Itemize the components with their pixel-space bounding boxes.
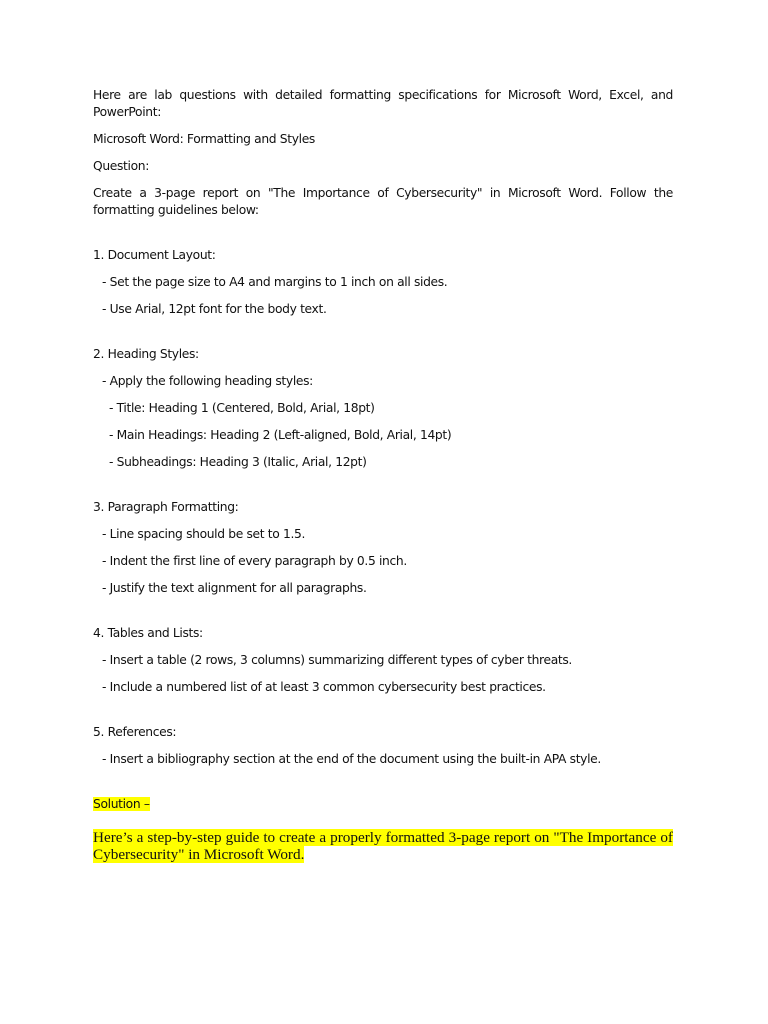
list-item: - Include a numbered list of at least 3 common cybersecurity best practices. (102, 680, 546, 694)
section-title: Microsoft Word: Formatting and Styles (93, 132, 315, 146)
question-label: Question: (93, 159, 149, 173)
spacer (93, 328, 673, 346)
section-heading-paragraph: 3. Paragraph Formatting: (93, 500, 239, 514)
guide-highlight: Here’s a step-by-step guide to create a properly formatted 3-page report on "The Importance of Cybersecurity" in Microsoft Word. (93, 829, 673, 863)
document-page (93, 87, 673, 863)
solution-label (93, 796, 673, 813)
sub-list-item: - Main Headings: Heading 2 (Left-aligned, Bold, Arial, 14pt) (109, 428, 452, 442)
intro-paragraph: Here are lab questions with detailed formatting specifications for Microsoft Word, Excel, and PowerPoint: (93, 88, 673, 119)
section-heading-styles: 2. Heading Styles: (93, 347, 199, 361)
spacer (93, 481, 673, 499)
list-item: - Justify the text alignment for all paragraphs. (102, 581, 367, 595)
list-item: - Set the page size to A4 and margins to 1 inch on all sides. (102, 275, 448, 289)
guide-paragraph (93, 829, 673, 863)
spacer (93, 607, 673, 625)
list-item: - Line spacing should be set to 1.5. (102, 527, 306, 541)
question-text: Create a 3-page report on "The Importance of Cybersecurity" in Microsoft Word. Follow the formatting guidelines below: (93, 186, 673, 217)
spacer (93, 229, 673, 247)
list-item: - Insert a table (2 rows, 3 columns) summarizing different types of cyber threats. (102, 653, 572, 667)
section-heading-references: 5. References: (93, 725, 177, 739)
spacer (93, 706, 673, 724)
sub-list-item: - Subheadings: Heading 3 (Italic, Arial, 12pt) (109, 455, 367, 469)
section-heading-tables: 4. Tables and Lists: (93, 626, 203, 640)
solution-highlight: Solution – (93, 797, 150, 811)
list-item: - Insert a bibliography section at the end of the document using the built-in APA style. (102, 752, 601, 766)
list-item: - Apply the following heading styles: (102, 374, 313, 388)
list-item: - Indent the first line of every paragraph by 0.5 inch. (102, 554, 407, 568)
sub-list-item: - Title: Heading 1 (Centered, Bold, Arial, 18pt) (109, 401, 375, 415)
list-item: - Use Arial, 12pt font for the body text. (102, 302, 327, 316)
spacer (93, 778, 673, 796)
section-heading-layout: 1. Document Layout: (93, 248, 216, 262)
